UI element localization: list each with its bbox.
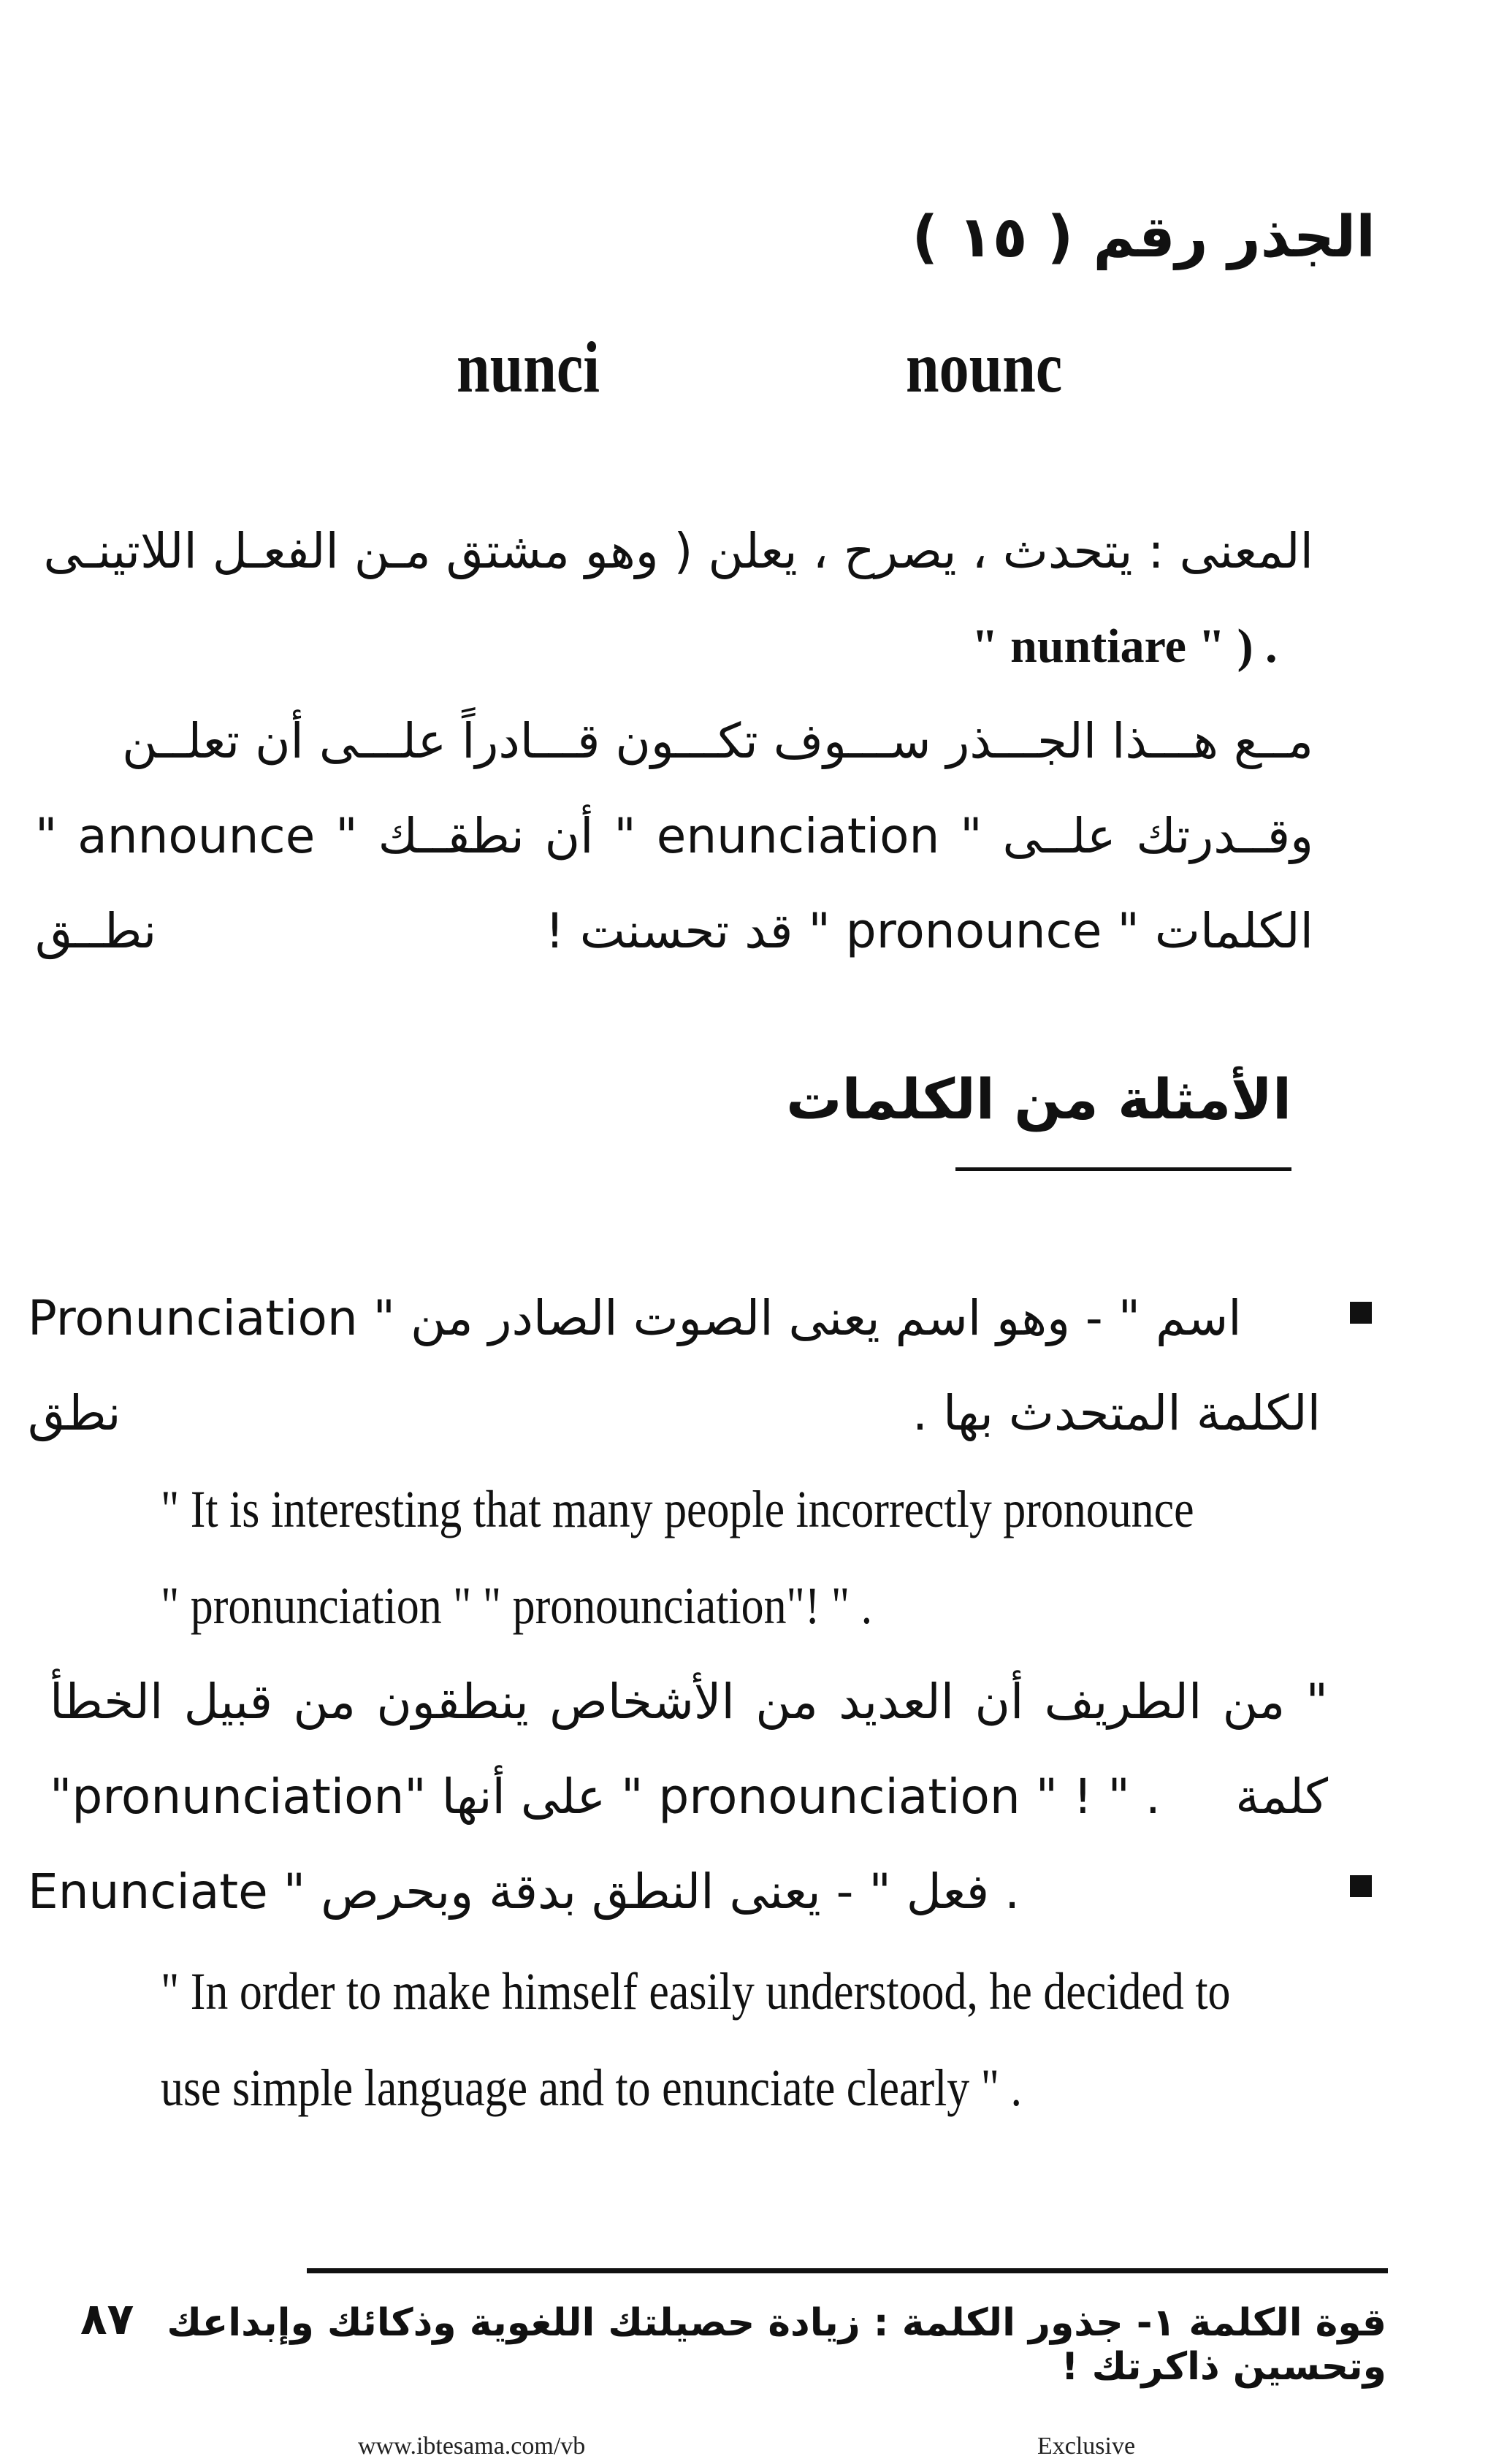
example-enunciate-quote-en-1: " In order to make himself easily understood, he decided to (161, 1962, 1231, 2021)
footer-book-title: قوة الكلمة ١- جذور الكلمة : زيادة حصيلتك اللغوية وذكائك وإبداعك وتحسين ذاكرتك ! (167, 2301, 1386, 2389)
example-enunciate-definition (28, 1845, 1321, 1939)
example-enunciate-quote-en-2: use simple language and to enunciate clearly " . (161, 2059, 1022, 2117)
intro-line-3: الكلمات " pronounce " قد تحسنت ! (545, 903, 1313, 959)
meaning-line-1: المعنى : يتحدث ، يصرح ، يعلن ( وهو مشتق مـن الفعـل اللاتينـى (43, 523, 1313, 579)
definition-text: Pronunciation " اسم " - وهو اسم يعنى الصوت الصادر من نطق (28, 1290, 1242, 1441)
intro-line-1: مــع هـــذا الجـــذر ســـوف تكـــون قـــادراً علـــى أن تعلــن (122, 713, 1313, 769)
bullet-square-icon (1350, 1302, 1372, 1324)
meaning-line-2: " nuntiare " ) . (972, 619, 1278, 673)
footer-rule (307, 2268, 1388, 2273)
root-title: الجذر رقم ( ١٥ ) (912, 205, 1375, 270)
root-word-nounc: nounc (906, 327, 1063, 408)
definition-text: Enunciate " فعل " - يعنى النطق بدقة وبحرص . (28, 1864, 1020, 1920)
example-pronunciation-quote-ar-1: " من الطريف أن العديد من الأشخاص ينطقون من قبيل الخطأ كلمة (50, 1674, 1328, 1825)
watermark-label: Exclusive (1037, 2433, 1136, 2460)
intro-line-2: " announce " أن نطقــك " enunciation " وقــدرتك علــى نطــق (35, 808, 1313, 959)
example-pronunciation-definition-2: الكلمة المتحدث بها . (912, 1385, 1321, 1441)
example-pronunciation-quote-ar-2: "pronunciation" على أنها " pronounciation " ! " . (50, 1769, 1161, 1825)
root-word-nunci: nunci (457, 327, 600, 408)
examples-heading: الأمثلة من الكلمات (786, 1067, 1291, 1132)
watermark-url: www.ibtesama.com/vb (358, 2433, 586, 2460)
example-pronunciation-quote-en-2: " pronunciation " " pronounciation"! " . (161, 1576, 873, 1635)
example-pronunciation-quote-en-1: " It is interesting that many people incorrectly pronounce (161, 1480, 1194, 1538)
heading-underline (955, 1167, 1291, 1171)
bullet-square-icon (1350, 1875, 1372, 1897)
page-number: ٨٧ (80, 2294, 134, 2345)
